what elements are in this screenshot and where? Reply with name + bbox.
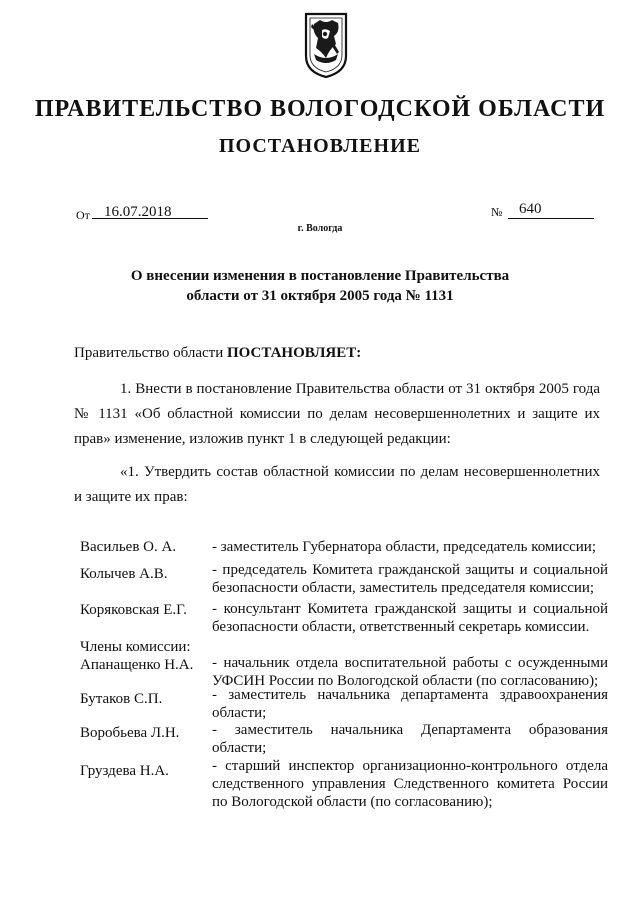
paragraph-2: «1. Утвердить состав областной комиссии по делам несовершеннолетних и защите их прав: bbox=[74, 464, 600, 505]
date-prefix: От bbox=[76, 208, 90, 222]
document-subject bbox=[80, 266, 560, 306]
member-name: Васильев О. А. bbox=[80, 539, 177, 555]
government-title: ПРАВИТЕЛЬСТВО ВОЛОГОДСКОЙ ОБЛАСТИ bbox=[34, 96, 606, 122]
document-type: ПОСТАНОВЛЕНИЕ bbox=[219, 135, 421, 157]
members-label: Члены комиссии: bbox=[80, 639, 191, 655]
member-name: Груздева Н.А. bbox=[80, 763, 169, 779]
member-name: Колычев А.В. bbox=[80, 566, 168, 582]
preamble-text: Правительство области bbox=[74, 345, 227, 361]
preamble-bold: ПОСТАНОВЛЯЕТ: bbox=[226, 345, 362, 361]
member-name: Коряковская Е.Г. bbox=[80, 602, 187, 618]
city: г. Вологда bbox=[297, 223, 343, 234]
member-role: - консультант Комитета гражданской защиты и социальной безопасности области, ответственный секретарь комиссии. bbox=[212, 601, 608, 635]
document-number: 640 bbox=[519, 201, 542, 217]
subject-line-1: О внесении изменения в постановление Правительства bbox=[130, 268, 510, 284]
subject-line-2: области от 31 октября 2005 года № 1131 bbox=[186, 288, 454, 304]
paragraph-1: 1. Внести в постановление Правительства области от 31 октября 2005 года № 1131 «Об областной комиссии по делам несовершеннолетних и защите их прав» изменение, изложив пункт 1 в следующей редакции: bbox=[74, 381, 600, 447]
member-role: - заместитель начальника департамента здравоохранения области; bbox=[212, 687, 608, 721]
member-role: - старший инспектор организационно-контрольного отдела следственного управления Следственного комитета России по Вологодской области (по согласованию); bbox=[212, 758, 608, 810]
member-role: - начальник отдела воспитательной работы с осужденными УФСИН России по Вологодской области (по согласованию); bbox=[212, 655, 608, 689]
member-name: Воробьева Л.Н. bbox=[80, 725, 180, 741]
member-role: - председатель Комитета гражданской защиты и социальной безопасности области, заместитель председателя комиссии; bbox=[212, 562, 608, 596]
number-prefix: № bbox=[491, 205, 503, 219]
number-underline bbox=[508, 218, 594, 219]
member-role: - заместитель Губернатора области, председатель комиссии; bbox=[212, 539, 596, 555]
member-role: - заместитель начальника Департамента образования области; bbox=[212, 722, 608, 756]
member-name: Апанащенко Н.А. bbox=[80, 657, 194, 673]
vologda-coat-of-arms-icon bbox=[302, 10, 350, 80]
member-name: Бутаков С.П. bbox=[80, 691, 163, 707]
preamble bbox=[74, 341, 361, 366]
document-date: 16.07.2018 bbox=[104, 204, 172, 220]
